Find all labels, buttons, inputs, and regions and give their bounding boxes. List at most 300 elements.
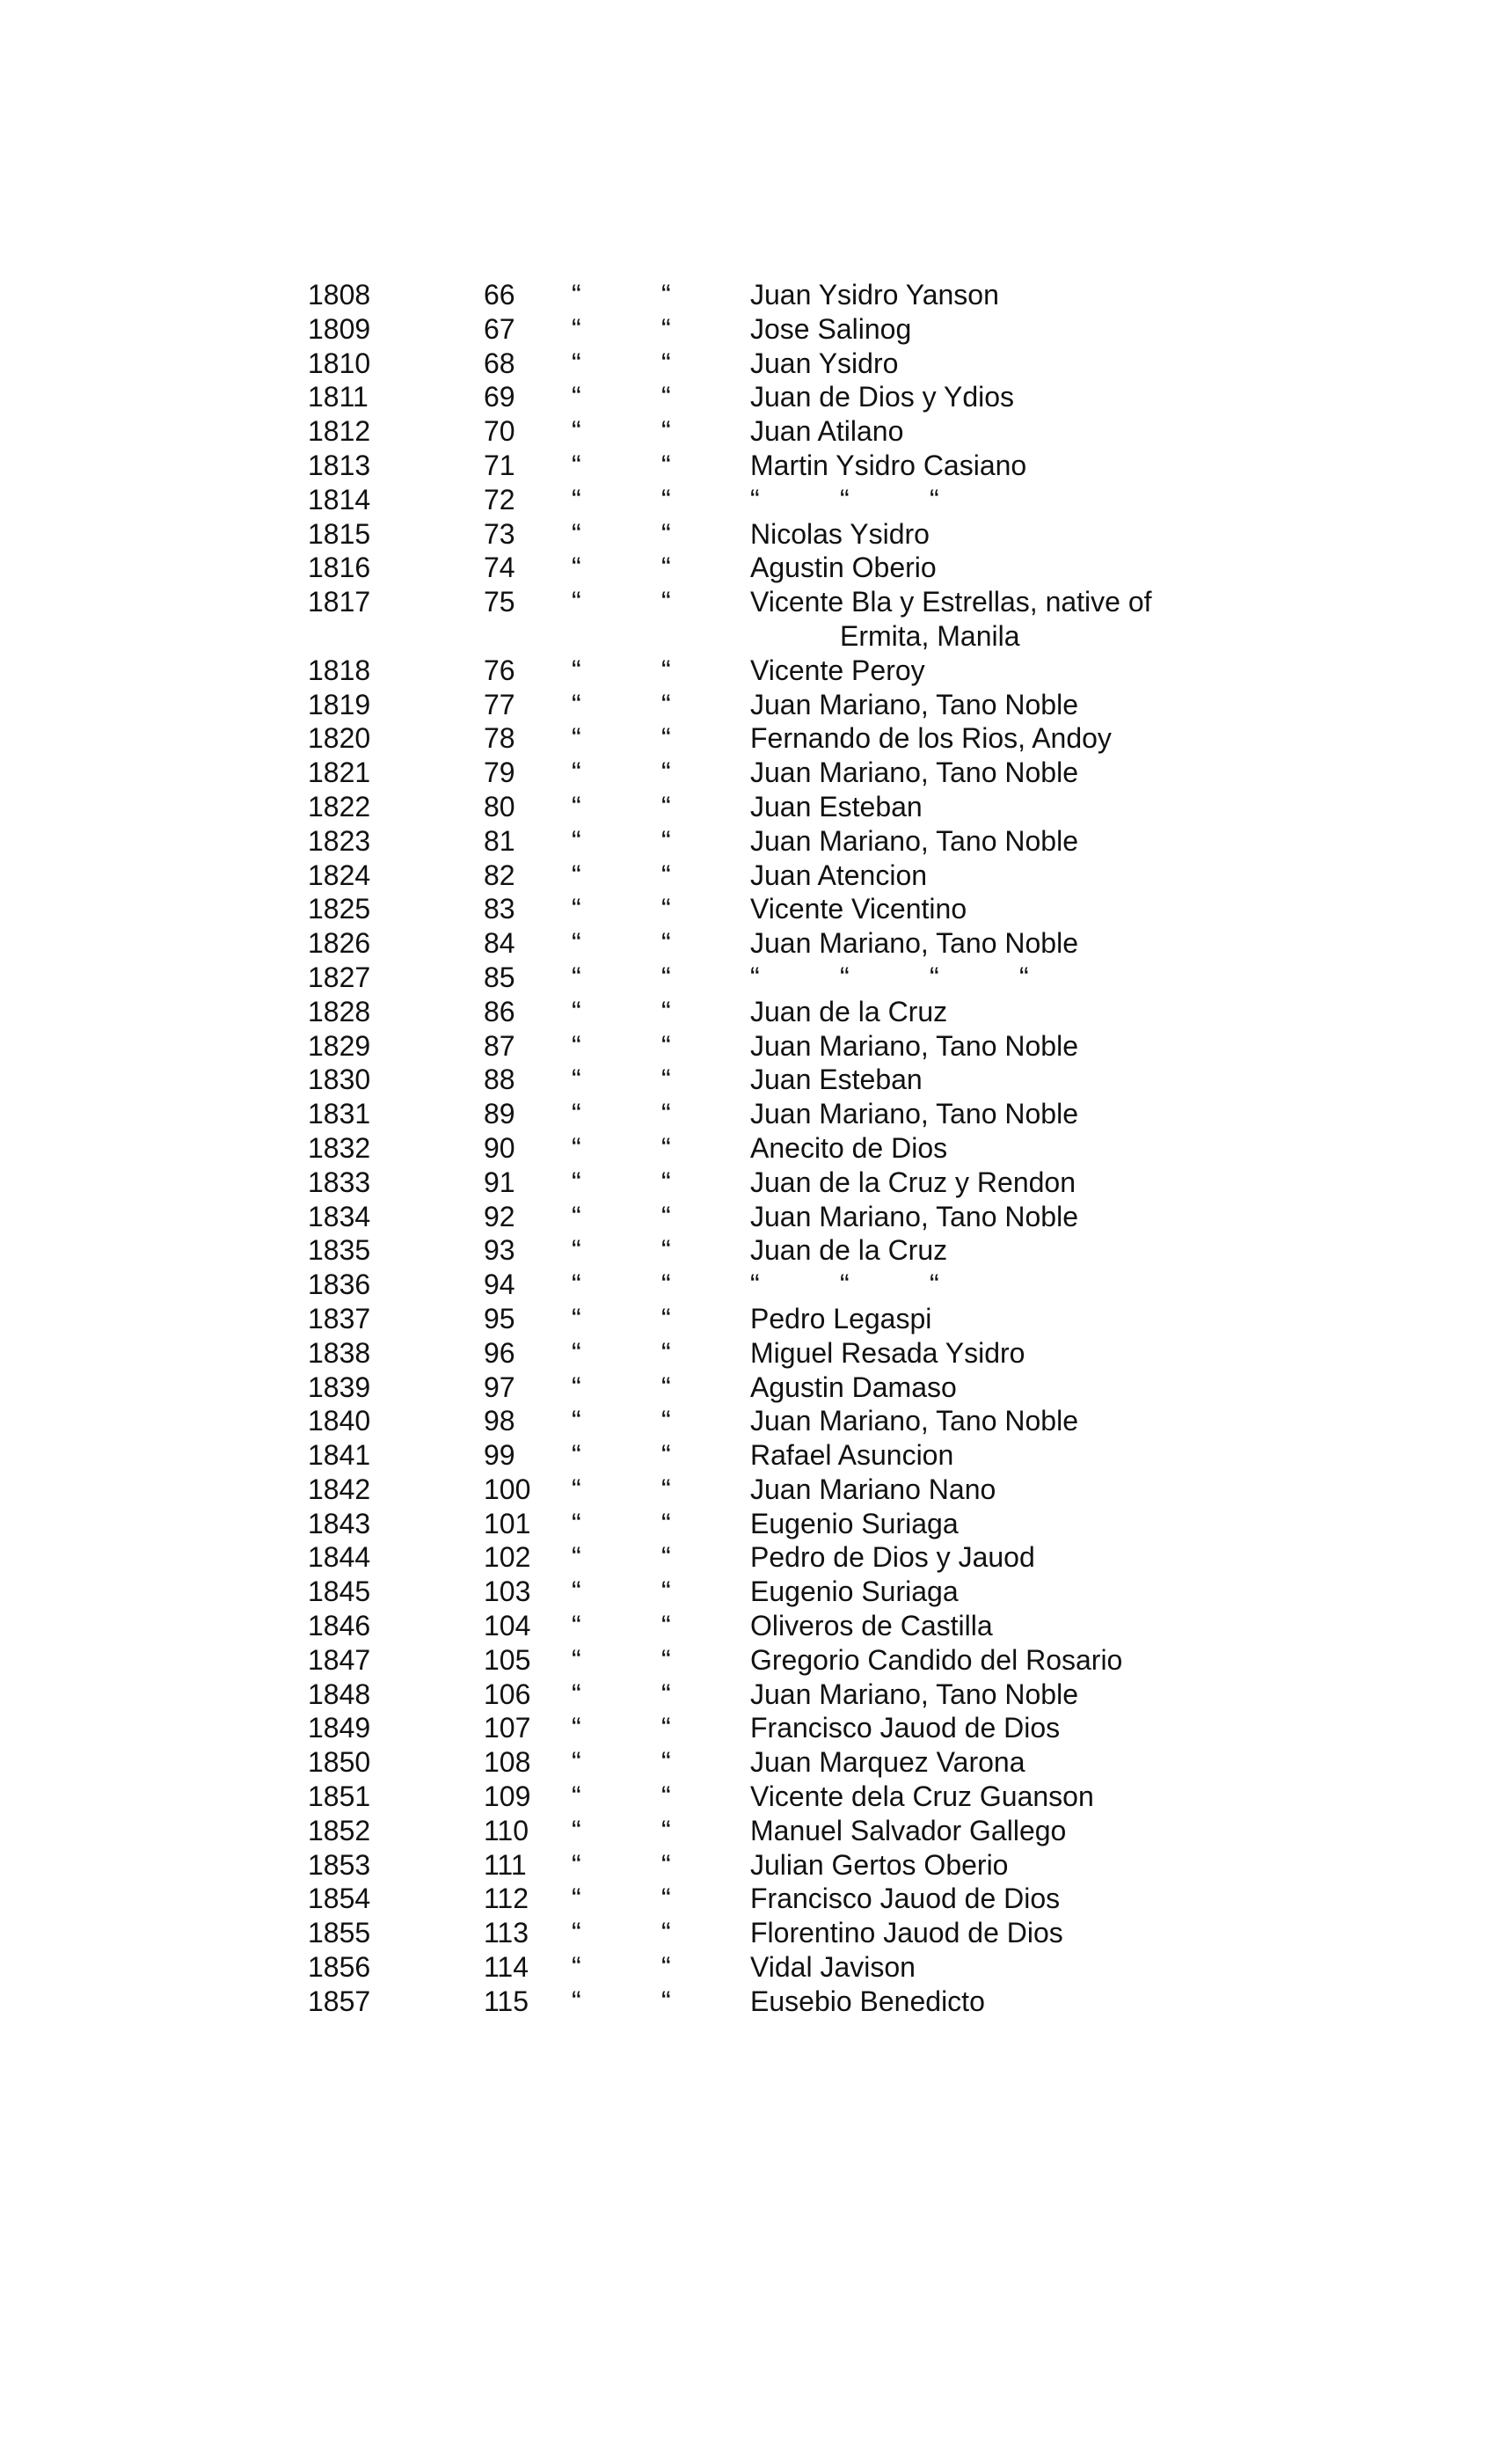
number-cell: 106 [484, 1678, 531, 1710]
name-cell: Martin Ysidro Casiano [750, 449, 1027, 481]
year-cell: 1835 [308, 1234, 371, 1267]
ditto-mark: “ [661, 859, 671, 891]
table-row [308, 721, 1231, 756]
ditto-mark: “ [661, 1814, 671, 1846]
ditto-mark: “ [572, 552, 581, 584]
ditto-mark: “ [572, 1610, 581, 1642]
year-cell: 1819 [308, 688, 371, 720]
table-row [308, 483, 1231, 517]
ditto-mark: “ [661, 312, 671, 345]
ditto-mark: “ [661, 1985, 671, 2017]
number-cell: 115 [484, 1985, 529, 2017]
year-cell: 1854 [308, 1883, 371, 1915]
ditto-mark: “ [572, 859, 581, 891]
table-row [308, 654, 1231, 688]
table-row [308, 1336, 1231, 1371]
year-cell: 1823 [308, 824, 371, 857]
table-row [308, 517, 1231, 552]
year-cell: 1813 [308, 449, 371, 481]
ditto-mark: “ [661, 722, 671, 755]
ditto-mark: “ [572, 757, 581, 789]
number-cell: 114 [484, 1951, 529, 1984]
ditto-mark: “ [661, 381, 671, 413]
ditto-mark: “ [661, 552, 671, 584]
table-row [308, 1097, 1231, 1131]
number-cell: 101 [484, 1507, 531, 1539]
number-cell: 70 [484, 415, 515, 448]
ditto-mark: “ [930, 961, 939, 993]
ditto-mark: “ [661, 347, 671, 379]
table-row [308, 1985, 1231, 2019]
ditto-mark: “ [572, 1917, 581, 1949]
year-cell: 1830 [308, 1064, 371, 1096]
number-cell: 69 [484, 381, 515, 413]
number-cell: 73 [484, 517, 515, 550]
number-cell: 74 [484, 552, 515, 584]
year-cell: 1828 [308, 995, 371, 1027]
table-row [308, 312, 1231, 347]
ditto-mark: “ [661, 1643, 671, 1676]
table-row [308, 585, 1231, 654]
ditto-mark: “ [661, 1610, 671, 1642]
name-ditto-marks [750, 961, 1109, 995]
ditto-mark: “ [661, 517, 671, 550]
ditto-mark: “ [572, 1302, 581, 1334]
table-row [308, 1814, 1231, 1848]
ditto-mark: “ [661, 1302, 671, 1334]
ditto-mark: “ [572, 1371, 581, 1403]
year-cell: 1812 [308, 415, 371, 448]
ditto-mark: “ [572, 381, 581, 413]
number-cell: 113 [484, 1917, 529, 1949]
table-row [308, 1643, 1231, 1678]
ditto-mark: “ [572, 1269, 581, 1301]
ditto-mark: “ [572, 1064, 581, 1096]
number-cell: 77 [484, 688, 515, 720]
ditto-mark: “ [661, 961, 671, 993]
table-row [308, 449, 1231, 483]
year-cell: 1844 [308, 1541, 371, 1574]
year-cell: 1857 [308, 1985, 371, 2017]
ditto-mark: “ [572, 517, 581, 550]
year-cell: 1847 [308, 1643, 371, 1676]
table-row [308, 1745, 1231, 1780]
number-cell: 84 [484, 927, 515, 960]
name-cell: Juan Mariano, Tano Noble [750, 757, 1078, 789]
year-cell: 1818 [308, 654, 371, 686]
ditto-mark: “ [661, 1336, 671, 1369]
year-cell: 1816 [308, 552, 371, 584]
number-cell: 75 [484, 586, 515, 618]
ditto-mark: “ [661, 893, 671, 925]
name-cell: Vidal Javison [750, 1951, 916, 1984]
number-cell: 87 [484, 1029, 515, 1062]
ditto-mark: “ [661, 586, 671, 618]
year-cell: 1836 [308, 1269, 371, 1301]
table-row [308, 1950, 1231, 1985]
ditto-mark: “ [572, 893, 581, 925]
number-cell: 92 [484, 1200, 515, 1232]
name-cell: Juan Mariano Nano [750, 1473, 996, 1505]
name-cell: Gregorio Candido del Rosario [750, 1643, 1123, 1676]
year-cell: 1832 [308, 1131, 371, 1164]
name-cell: Juan Mariano, Tano Noble [750, 1029, 1078, 1062]
year-cell: 1843 [308, 1507, 371, 1539]
ditto-mark: “ [661, 995, 671, 1027]
ditto-mark: “ [661, 415, 671, 448]
ditto-mark: “ [572, 1439, 581, 1472]
name-cell: Vicente dela Cruz Guanson [750, 1780, 1094, 1813]
number-cell: 88 [484, 1064, 515, 1096]
ditto-mark: “ [840, 961, 850, 993]
ditto-mark: “ [661, 1678, 671, 1710]
ditto-mark: “ [840, 1269, 850, 1301]
table-row [308, 688, 1231, 722]
ditto-mark: “ [661, 1473, 671, 1505]
ditto-mark: “ [572, 824, 581, 857]
name-cell: Fernando de los Rios, Andoy [750, 722, 1112, 755]
table-row [308, 1916, 1231, 1950]
name-cell: Juan Mariano, Tano Noble [750, 1098, 1078, 1130]
ditto-mark: “ [572, 586, 581, 618]
year-cell: 1820 [308, 722, 371, 755]
ditto-mark: “ [572, 1678, 581, 1710]
ditto-mark: “ [661, 1848, 671, 1881]
ditto-mark: “ [572, 1985, 581, 2017]
table-row [308, 1063, 1231, 1097]
number-cell: 93 [484, 1234, 515, 1267]
ditto-mark: “ [1019, 961, 1029, 993]
table-row [308, 1473, 1231, 1507]
ditto-mark: “ [661, 1439, 671, 1472]
ditto-mark: “ [572, 415, 581, 448]
ditto-mark: “ [572, 688, 581, 720]
number-cell: 112 [484, 1883, 529, 1915]
ditto-mark: “ [661, 1541, 671, 1574]
table-row [308, 278, 1231, 312]
number-cell: 79 [484, 757, 515, 789]
year-cell: 1840 [308, 1405, 371, 1437]
ditto-mark: “ [661, 1269, 671, 1301]
name-continuation: Ermita, Manila [840, 619, 1020, 652]
name-cell: Jose Salinog [750, 312, 912, 345]
number-cell: 98 [484, 1405, 515, 1437]
table-row [308, 551, 1231, 585]
ditto-mark: “ [572, 312, 581, 345]
year-cell: 1846 [308, 1610, 371, 1642]
ditto-mark: “ [661, 1200, 671, 1232]
name-cell: Nicolas Ysidro [750, 517, 930, 550]
ditto-mark: “ [661, 927, 671, 960]
ditto-mark: “ [661, 1371, 671, 1403]
name-cell: Juan Atencion [750, 859, 928, 891]
ditto-mark: “ [572, 654, 581, 686]
name-cell: Juan Esteban [750, 790, 923, 823]
table-row [308, 1233, 1231, 1268]
table-row [308, 790, 1231, 824]
ditto-mark: “ [661, 449, 671, 481]
name-cell: Juan Mariano, Tano Noble [750, 927, 1078, 960]
number-cell: 95 [484, 1302, 515, 1334]
name-cell: Vicente Peroy [750, 654, 925, 686]
ditto-mark: “ [572, 1541, 581, 1574]
ditto-mark: “ [661, 757, 671, 789]
ditto-mark: “ [840, 483, 850, 515]
name-cell: Juan de la Cruz y Rendon [750, 1166, 1076, 1198]
ditto-mark: “ [661, 1507, 671, 1539]
table-row [308, 1507, 1231, 1541]
name-cell: Rafael Asuncion [750, 1439, 954, 1472]
ditto-mark: “ [661, 1166, 671, 1198]
name-cell: Francisco Jauod de Dios [750, 1712, 1061, 1744]
number-cell: 72 [484, 483, 515, 515]
name-cell: Manuel Salvador Gallego [750, 1814, 1067, 1846]
ditto-mark: “ [572, 927, 581, 960]
table-row [308, 756, 1231, 790]
year-cell: 1822 [308, 790, 371, 823]
ditto-mark: “ [661, 1780, 671, 1813]
ditto-mark: “ [661, 1746, 671, 1779]
table-row [308, 961, 1231, 995]
name-cell: Juan Mariano, Tano Noble [750, 824, 1078, 857]
ditto-mark: “ [661, 688, 671, 720]
name-cell: Oliveros de Castilla [750, 1610, 993, 1642]
name-cell: Francisco Jauod de Dios [750, 1883, 1061, 1915]
ditto-mark: “ [572, 1780, 581, 1813]
ditto-mark: “ [572, 1405, 581, 1437]
name-cell: Eusebio Benedicto [750, 1985, 985, 2017]
year-cell: 1826 [308, 927, 371, 960]
ditto-mark: “ [930, 1269, 939, 1301]
table-row [308, 926, 1231, 961]
year-cell: 1829 [308, 1029, 371, 1062]
ditto-mark: “ [930, 483, 939, 515]
ditto-mark: “ [572, 1814, 581, 1846]
ditto-mark: “ [661, 1029, 671, 1062]
ditto-mark: “ [572, 1200, 581, 1232]
ditto-mark: “ [572, 347, 581, 379]
ditto-mark: “ [572, 1507, 581, 1539]
name-cell: Juan Mariano, Tano Noble [750, 1200, 1078, 1232]
ditto-mark: “ [661, 1951, 671, 1984]
ditto-mark: “ [572, 1951, 581, 1984]
name-cell: Vicente Bla y Estrellas, native of [750, 586, 1152, 618]
ditto-mark: “ [661, 790, 671, 823]
name-cell: Julian Gertos Oberio [750, 1848, 1009, 1881]
table-row [308, 1678, 1231, 1712]
number-cell: 102 [484, 1541, 531, 1574]
name-cell: Juan Ysidro Yanson [750, 279, 999, 311]
ditto-mark: “ [572, 1166, 581, 1198]
table-row [308, 1848, 1231, 1883]
table-row [308, 1575, 1231, 1609]
number-cell: 108 [484, 1746, 531, 1779]
year-cell: 1824 [308, 859, 371, 891]
number-cell: 100 [484, 1473, 531, 1505]
table-row [308, 1438, 1231, 1473]
year-cell: 1855 [308, 1917, 371, 1949]
name-cell: Juan de Dios y Ydios [750, 381, 1015, 413]
table-row [308, 1131, 1231, 1166]
number-cell: 81 [484, 824, 515, 857]
ditto-mark: “ [572, 1336, 581, 1369]
number-cell: 82 [484, 859, 515, 891]
year-cell: 1838 [308, 1336, 371, 1369]
name-cell: Juan Esteban [750, 1064, 923, 1096]
ditto-mark: “ [572, 1643, 581, 1676]
number-cell: 90 [484, 1131, 515, 1164]
number-cell: 105 [484, 1643, 531, 1676]
year-cell: 1850 [308, 1746, 371, 1779]
ditto-mark: “ [572, 1131, 581, 1164]
table-row [308, 414, 1231, 449]
ditto-mark: “ [661, 654, 671, 686]
ditto-mark: “ [661, 1064, 671, 1096]
ditto-mark: “ [661, 1883, 671, 1915]
table-row [308, 1540, 1231, 1575]
year-cell: 1842 [308, 1473, 371, 1505]
year-cell: 1810 [308, 347, 371, 379]
table-row [308, 1029, 1231, 1064]
year-cell: 1837 [308, 1302, 371, 1334]
name-cell: Vicente Vicentino [750, 893, 967, 925]
ditto-mark: “ [572, 1883, 581, 1915]
table-row [308, 995, 1231, 1029]
ditto-mark: “ [661, 1098, 671, 1130]
name-ditto-marks [750, 1268, 1019, 1302]
name-cell: Florentino Jauod de Dios [750, 1917, 1063, 1949]
name-cell: Juan Marquez Varona [750, 1746, 1025, 1779]
name-cell: Juan Mariano, Tano Noble [750, 1678, 1078, 1710]
year-cell: 1814 [308, 483, 371, 515]
table-row [308, 892, 1231, 926]
number-cell: 83 [484, 893, 515, 925]
name-cell: Agustin Oberio [750, 552, 937, 584]
year-cell: 1811 [308, 381, 369, 413]
number-cell: 89 [484, 1098, 515, 1130]
table-row [308, 859, 1231, 893]
number-cell: 78 [484, 722, 515, 755]
number-cell: 111 [484, 1848, 527, 1881]
number-cell: 76 [484, 654, 515, 686]
ditto-mark: “ [572, 1848, 581, 1881]
name-cell: Eugenio Suriaga [750, 1507, 959, 1539]
number-cell: 104 [484, 1610, 531, 1642]
table-row [308, 380, 1231, 414]
ditto-mark: “ [572, 1029, 581, 1062]
ditto-mark: “ [572, 1576, 581, 1608]
year-cell: 1821 [308, 757, 371, 789]
table-row [308, 1371, 1231, 1405]
year-cell: 1845 [308, 1576, 371, 1608]
year-cell: 1852 [308, 1814, 371, 1846]
ditto-mark: “ [661, 1234, 671, 1267]
year-cell: 1815 [308, 517, 371, 550]
number-cell: 103 [484, 1576, 531, 1608]
number-cell: 67 [484, 312, 515, 345]
name-cell: Agustin Damaso [750, 1371, 957, 1403]
year-cell: 1851 [308, 1780, 371, 1813]
ditto-mark: “ [661, 279, 671, 311]
ditto-mark: “ [750, 483, 760, 515]
ditto-mark: “ [572, 961, 581, 993]
number-cell: 91 [484, 1166, 515, 1198]
ditto-mark: “ [661, 1576, 671, 1608]
ditto-mark: “ [661, 1917, 671, 1949]
year-cell: 1809 [308, 312, 371, 345]
number-cell: 80 [484, 790, 515, 823]
ditto-mark: “ [572, 1473, 581, 1505]
table-row [308, 1302, 1231, 1336]
table-row [308, 1711, 1231, 1745]
ditto-mark: “ [661, 483, 671, 515]
ditto-mark: “ [750, 1269, 760, 1301]
ditto-mark: “ [572, 1746, 581, 1779]
ditto-mark: “ [661, 824, 671, 857]
year-cell: 1831 [308, 1098, 371, 1130]
ditto-mark: “ [750, 961, 760, 993]
year-cell: 1853 [308, 1848, 371, 1881]
ditto-mark: “ [572, 1234, 581, 1267]
ditto-mark: “ [572, 449, 581, 481]
table-row [308, 347, 1231, 381]
ditto-mark: “ [661, 1712, 671, 1744]
name-cell: Pedro Legaspi [750, 1302, 932, 1334]
number-cell: 107 [484, 1712, 531, 1744]
number-cell: 110 [484, 1814, 529, 1846]
table-row [308, 1882, 1231, 1916]
year-cell: 1833 [308, 1166, 371, 1198]
name-cell: Pedro de Dios y Jauod [750, 1541, 1035, 1574]
year-cell: 1817 [308, 586, 371, 618]
ditto-mark: “ [661, 1405, 671, 1437]
table-row [308, 824, 1231, 859]
chronology-table [308, 278, 1231, 2019]
ditto-mark: “ [572, 790, 581, 823]
name-cell: Juan de la Cruz [750, 995, 948, 1027]
name-cell: Juan Atilano [750, 415, 904, 448]
year-cell: 1827 [308, 961, 371, 993]
name-cell: Juan Ysidro [750, 347, 899, 379]
number-cell: 68 [484, 347, 515, 379]
year-cell: 1841 [308, 1439, 371, 1472]
name-ditto-marks [750, 483, 1019, 517]
year-cell: 1825 [308, 893, 371, 925]
year-cell: 1839 [308, 1371, 371, 1403]
number-cell: 85 [484, 961, 515, 993]
year-cell: 1848 [308, 1678, 371, 1710]
number-cell: 109 [484, 1780, 531, 1813]
name-cell: Juan Mariano, Tano Noble [750, 1405, 1078, 1437]
name-cell: Miguel Resada Ysidro [750, 1336, 1025, 1369]
name-cell: Juan Mariano, Tano Noble [750, 688, 1078, 720]
table-row [308, 1166, 1231, 1200]
number-cell: 97 [484, 1371, 515, 1403]
table-row [308, 1268, 1231, 1302]
name-cell: Juan de la Cruz [750, 1234, 948, 1267]
table-row [308, 1780, 1231, 1814]
year-cell: 1849 [308, 1712, 371, 1744]
number-cell: 94 [484, 1269, 515, 1301]
ditto-mark: “ [661, 1131, 671, 1164]
number-cell: 86 [484, 995, 515, 1027]
number-cell: 99 [484, 1439, 515, 1472]
number-cell: 66 [484, 279, 515, 311]
table-row [308, 1200, 1231, 1234]
year-cell: 1856 [308, 1951, 371, 1984]
ditto-mark: “ [572, 1712, 581, 1744]
ditto-mark: “ [572, 279, 581, 311]
